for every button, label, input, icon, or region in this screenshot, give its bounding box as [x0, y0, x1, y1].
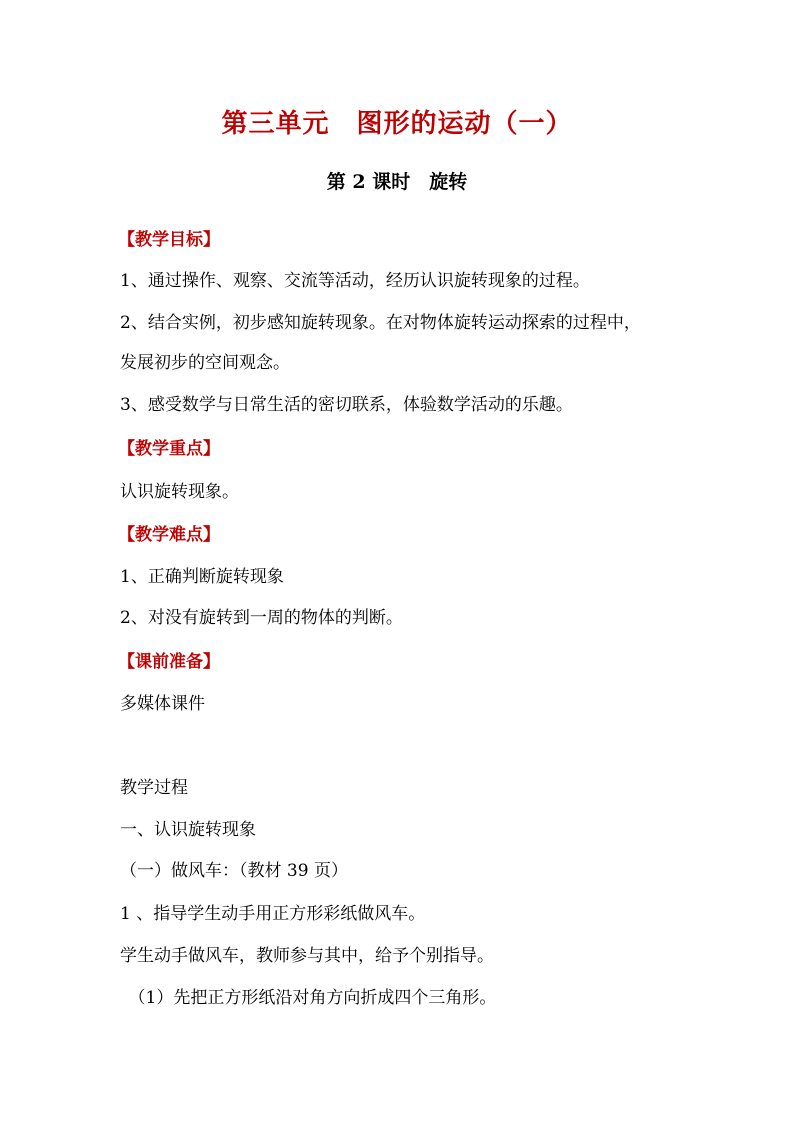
- process-item: 学生动手做风车，教师参与其中，给予个别指导。: [120, 946, 494, 966]
- difficulties-heading: 【教学难点】: [118, 525, 220, 545]
- document-title: 第三单元 图形的运动（一）: [221, 109, 573, 139]
- process-item: 一、认识旋转现象: [120, 820, 256, 840]
- difficulty-item: 1、正确判断旋转现象: [120, 567, 284, 587]
- objectives-heading: 【教学目标】: [118, 230, 220, 250]
- lesson-subtitle: 第 2 课时 旋转: [326, 171, 468, 193]
- process-item: （1）先把正方形纸沿对角方向折成四个三角形。: [120, 988, 497, 1008]
- preparation-item: 多媒体课件: [120, 694, 205, 714]
- preparation-heading: 【课前准备】: [118, 652, 220, 672]
- process-item: 1 、指导学生动手用正方形彩纸做风车。: [120, 904, 426, 924]
- objective-item: 1、通过操作、观察、交流等活动，经历认识旋转现象的过程。: [120, 271, 590, 291]
- objective-item: 3、感受数学与日常生活的密切联系，体验数学活动的乐趣。: [120, 395, 573, 415]
- objective-item: 2、结合实例，初步感知旋转现象。在对物体旋转运动探索的过程中，: [120, 313, 641, 333]
- objective-item: 发展初步的空间观念。: [120, 353, 290, 373]
- key-point-item: 认识旋转现象。: [120, 482, 239, 502]
- difficulty-item: 2、对没有旋转到一周的物体的判断。: [120, 608, 403, 628]
- key-points-heading: 【教学重点】: [118, 439, 220, 459]
- process-heading: 教学过程: [120, 778, 188, 798]
- process-item: （一）做风车：（教材 39 页）: [120, 861, 348, 881]
